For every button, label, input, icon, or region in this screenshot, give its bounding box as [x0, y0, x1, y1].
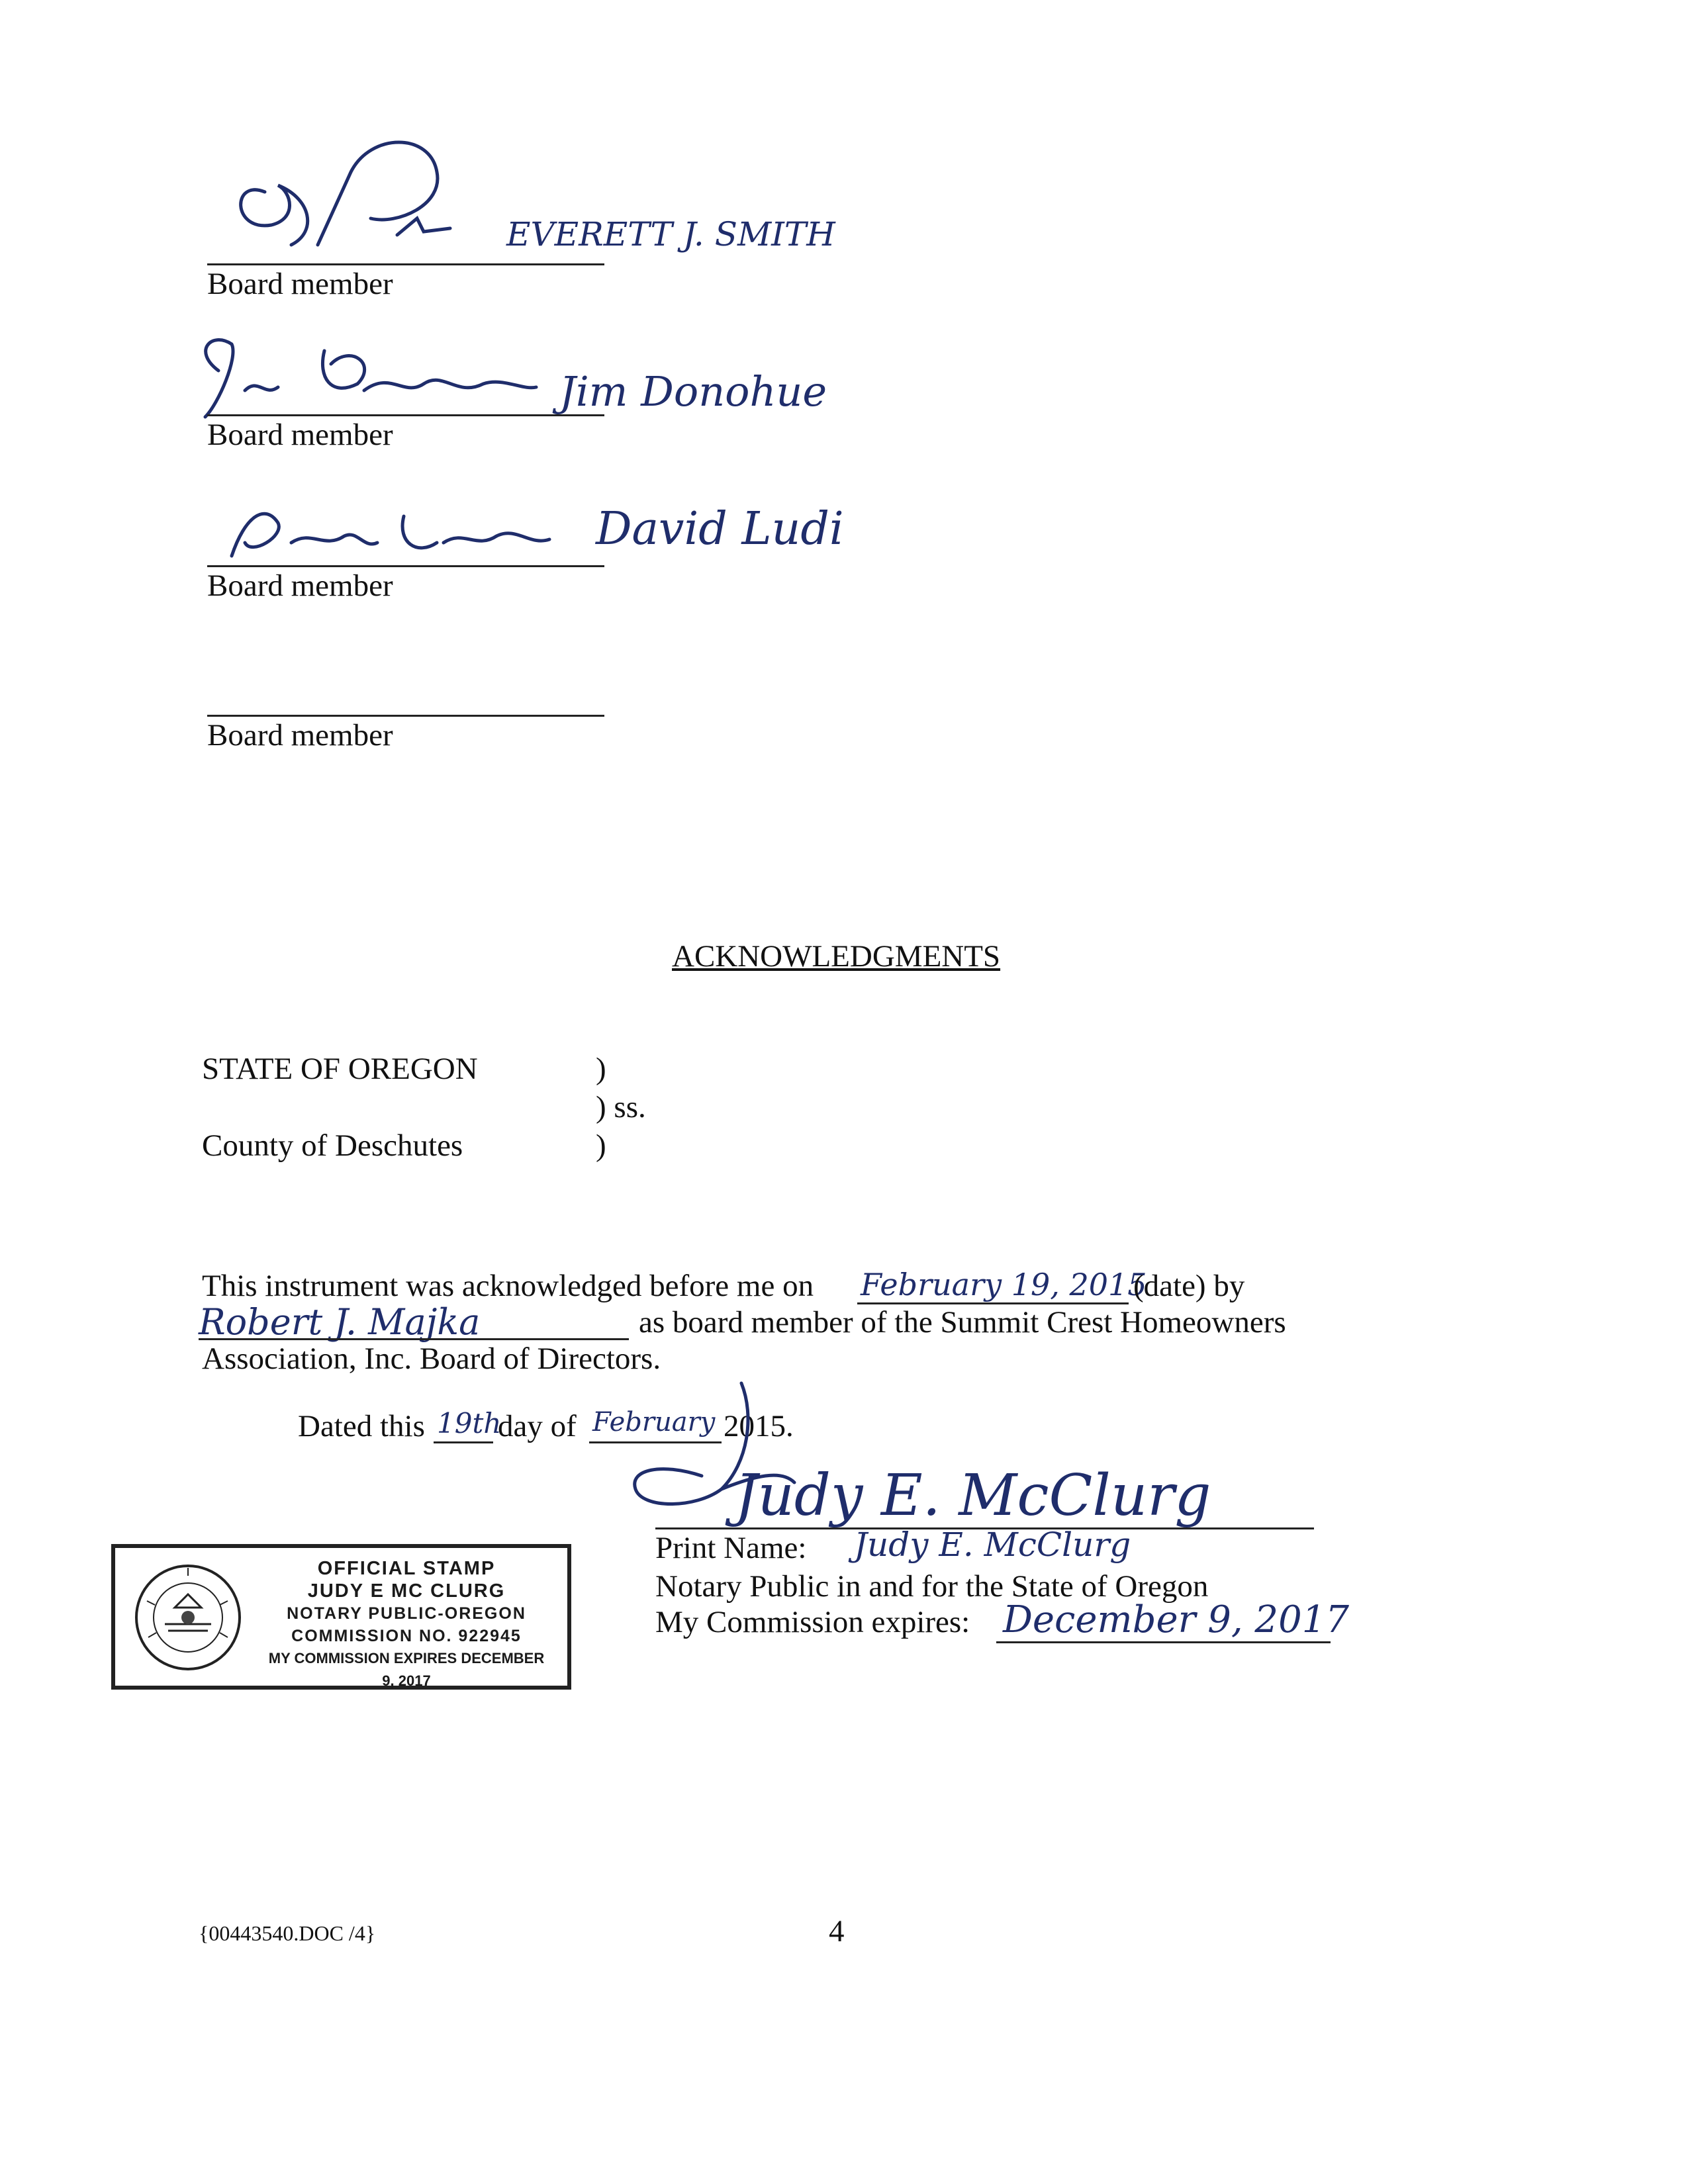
commission-label: My Commission expires:: [655, 1605, 970, 1639]
stamp-line-1: OFFICIAL STAMP: [317, 1558, 496, 1579]
signature-label: Board member: [207, 569, 393, 603]
printed-name-handwritten: EVERETT J. SMITH: [506, 215, 835, 253]
day-blank-line: [434, 1441, 493, 1443]
print-name-handwritten: Judy E. McClurg: [854, 1525, 1131, 1564]
ack-line1-end: (date) by: [1133, 1269, 1245, 1303]
signature-drawing: [192, 324, 549, 424]
dated-this-text: Dated this: [298, 1409, 425, 1443]
document-id: {00443540.DOC /4}: [199, 1921, 376, 1945]
seal-drawing: [128, 1561, 248, 1674]
ack-date-handwritten: February 19, 2015: [861, 1267, 1147, 1302]
stamp-line-4: COMMISSION NO. 922945: [291, 1627, 522, 1645]
signature-line: [207, 715, 604, 717]
signature-label: Board member: [207, 418, 393, 452]
signature-drawing: [218, 119, 496, 265]
signature-line: [207, 565, 604, 567]
ack-line3-text: Association, Inc. Board of Directors.: [202, 1342, 661, 1376]
stamp-line-5: MY COMMISSION EXPIRES DECEMBER 9, 2017: [268, 1650, 545, 1689]
signature-scribble-3: [205, 490, 576, 572]
county-label: County of Deschutes: [202, 1128, 463, 1163]
signature-drawing: [205, 490, 576, 569]
day-handwritten: 19th: [437, 1407, 502, 1439]
ack-line2-text: as board member of the Summit Crest Homeowners: [639, 1305, 1286, 1340]
ack-name-handwritten: Robert J. Majka: [199, 1301, 481, 1343]
notary-signature-text: Judy E. McClurg: [735, 1463, 1211, 1529]
state-seal-icon: [128, 1561, 248, 1677]
day-of-text: day of: [498, 1409, 577, 1443]
printed-name-handwritten: David Ludi: [596, 503, 844, 555]
commission-date-handwritten: December 9, 2017: [1003, 1598, 1349, 1641]
paren-top: ): [596, 1052, 606, 1086]
state-label: STATE OF OREGON: [202, 1052, 478, 1086]
signature-label: Board member: [207, 267, 393, 301]
signature-scribble-1: [218, 119, 496, 268]
stamp-text: [261, 1557, 552, 1692]
signature-line: [207, 414, 604, 416]
stamp-line-2: JUDY E MC CLURG: [307, 1580, 506, 1602]
paren-bottom: ): [596, 1128, 606, 1163]
official-stamp: [111, 1544, 571, 1690]
page-number: 4: [829, 1914, 845, 1948]
month-handwritten: February: [592, 1407, 716, 1437]
signature-label: Board member: [207, 718, 393, 752]
print-name-label: Print Name:: [655, 1531, 807, 1565]
notary-public-line: Notary Public in and for the State of Oregon: [655, 1569, 1209, 1604]
ss-mark: ) ss.: [596, 1090, 646, 1124]
date-blank-line: [857, 1302, 1129, 1304]
year-text: 2015.: [724, 1409, 794, 1443]
commission-date-line: [996, 1641, 1331, 1643]
signature-scribble-2: [192, 324, 549, 427]
signature-line: [207, 263, 604, 265]
ack-line1-text: This instrument was acknowledged before me on: [202, 1269, 814, 1303]
stamp-line-3: NOTARY PUBLIC-OREGON: [287, 1604, 526, 1623]
acknowledgments-heading: ACKNOWLEDGMENTS: [672, 939, 1001, 974]
printed-name-handwritten: Jim Donohue: [559, 367, 827, 416]
name-blank-line: [199, 1338, 629, 1340]
